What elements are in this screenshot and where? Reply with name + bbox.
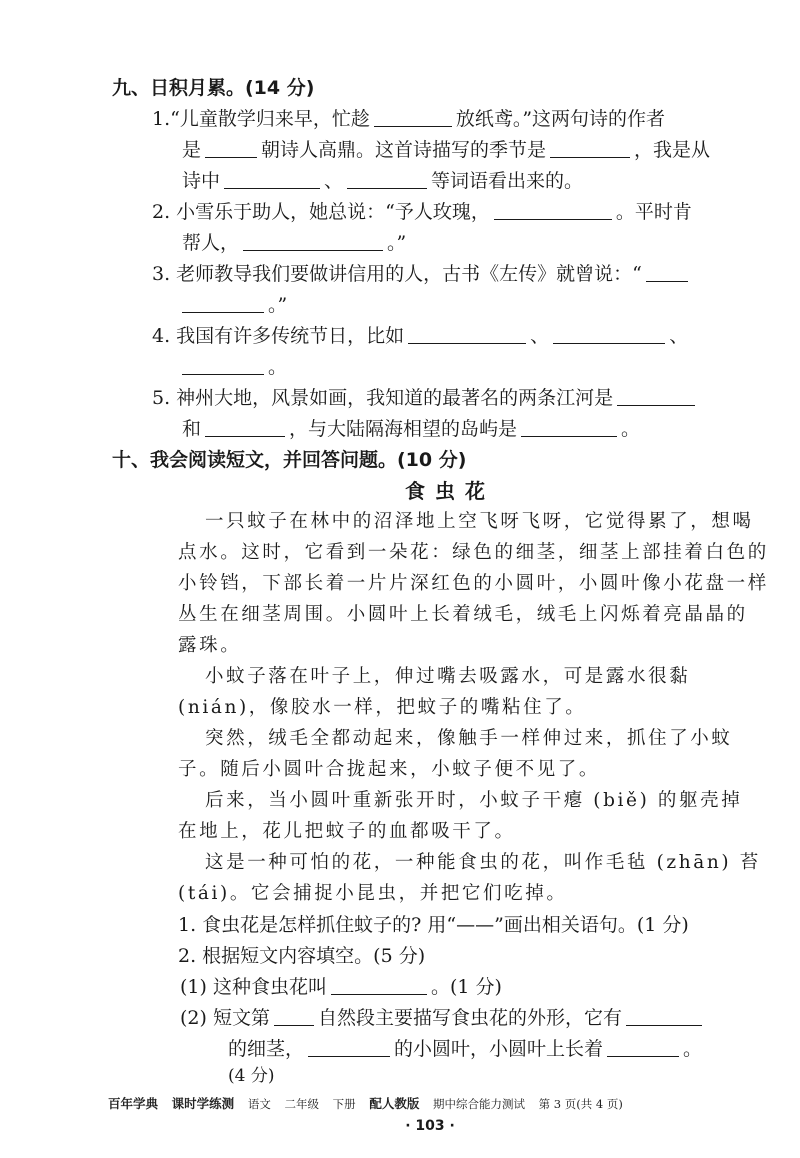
story-line: 子。随后小圆叶合拢起来，小蚊子便不见了。 — [178, 759, 601, 780]
q4-text-d: 。 — [268, 356, 288, 378]
footer-edition: 配人教版 — [369, 1096, 420, 1111]
answer-blank[interactable] — [646, 261, 688, 282]
q2-text-c: 帮人， — [182, 232, 240, 254]
answer-blank[interactable] — [553, 323, 665, 344]
answer-blank[interactable] — [274, 1005, 314, 1026]
q3-text-a: 3. 老师教导我们要做讲信用的人，古书《左传》就曾说：“ — [152, 263, 642, 285]
question-2-line-2 — [182, 229, 406, 257]
reading-question-1: 1. 食虫花是怎样抓住蚊子的? 用“——”画出相关语句。(1 分) — [178, 914, 689, 936]
q4-text-b: 、 — [530, 325, 550, 347]
question-3-line-2 — [182, 291, 287, 319]
story-line: 这是一种可怕的花，一种能食虫的花，叫作毛毡 (zhān) 苔 — [205, 852, 761, 873]
answer-blank[interactable] — [205, 137, 257, 158]
rq2-s1-text-a: (1) 这种食虫花叫 — [180, 976, 327, 998]
answer-blank[interactable] — [626, 1005, 702, 1026]
q1-text-c: 是 — [182, 139, 202, 161]
question-3-line-1 — [152, 260, 692, 288]
question-1-line-2 — [182, 136, 710, 164]
q5-text-b: 和 — [182, 418, 202, 440]
footer-brand: 百年学典 — [108, 1096, 159, 1111]
answer-blank[interactable] — [205, 416, 285, 437]
q1-text-f: 诗中 — [182, 170, 221, 192]
section-10-title: 十、我会阅读短文，并回答问题。(10 分) — [112, 449, 467, 471]
question-5-line-2 — [182, 415, 640, 443]
rq2-s1-text-b: 。(1 分) — [430, 976, 502, 998]
answer-blank[interactable] — [617, 385, 695, 406]
story-line: 丛生在细茎周围。小圆叶上长着绒毛，绒毛上闪烁着亮晶晶的 — [178, 604, 748, 625]
answer-blank[interactable] — [182, 354, 264, 375]
answer-blank[interactable] — [494, 199, 612, 220]
q2-text-d: 。” — [387, 232, 407, 254]
rq2-s2-text-e: 。 — [683, 1038, 703, 1060]
answer-blank[interactable] — [550, 137, 630, 158]
story-title: 食虫花 — [405, 479, 495, 503]
q5-text-d: 。 — [621, 418, 641, 440]
footer-series: 课时学练测 — [171, 1096, 235, 1111]
question-1-line-1 — [152, 105, 665, 133]
rq2-s2-text-c: 的细茎， — [228, 1038, 305, 1060]
footer-grade: 二年级 — [284, 1097, 319, 1111]
story-line: 突然，绒毛全都动起来，像触手一样伸过来，抓住了小蚊 — [205, 728, 733, 749]
answer-blank[interactable] — [347, 168, 427, 189]
answer-blank[interactable] — [607, 1036, 679, 1057]
footer-volume: 下册 — [332, 1097, 356, 1111]
q5-text-c: ，与大陆隔海相望的岛屿是 — [289, 418, 518, 440]
story-line: 小铃铛，下部长着一片片深红色的小圆叶，小圆叶像小花盘一样 — [178, 573, 769, 594]
q2-text-a: 2. 小雪乐于助人，她总说：“予人玫瑰， — [152, 201, 490, 223]
q1-text-a: 1.“儿童散学归来早，忙趁 — [152, 108, 370, 130]
q1-text-d: 朝诗人高鼎。这首诗描写的季节是 — [261, 139, 547, 161]
q1-text-h: 等词语看出来的。 — [431, 170, 584, 192]
q1-text-e: ，我是从 — [634, 139, 711, 161]
question-2-line-1 — [152, 198, 692, 226]
story-line: 点水。这时，它看到一朵花：绿色的细茎，细茎上部挂着白色的 — [178, 542, 769, 563]
story-line: 小蚊子落在叶子上，伸过嘴去吸露水，可是露水很黏 — [205, 666, 691, 687]
reading-question-2-sub-1 — [180, 973, 502, 1001]
question-4-line-1 — [152, 322, 688, 350]
page-footer — [108, 1094, 633, 1112]
story-line: 在地上，花儿把蚊子的血都吸干了。 — [178, 821, 516, 842]
reading-question-2-sub-2-line-1 — [180, 1004, 706, 1032]
q3-text-b: 。” — [268, 294, 288, 316]
story-line: (tái)。它会捕捉小昆虫，并把它们吃掉。 — [178, 883, 568, 904]
story-line: 露珠。 — [178, 635, 242, 656]
story-line: 后来，当小圆叶重新张开时，小蚊子干瘪 (biě) 的躯壳掉 — [205, 790, 743, 811]
question-4-line-2 — [182, 353, 287, 381]
answer-blank[interactable] — [408, 323, 526, 344]
answer-blank[interactable] — [308, 1036, 390, 1057]
question-1-line-3 — [182, 167, 583, 195]
page-number: · 103 · — [405, 1118, 455, 1134]
reading-question-2-sub-2-line-3: (4 分) — [228, 1066, 275, 1086]
footer-page-info: 第 3 页(共 4 页) — [538, 1097, 623, 1111]
answer-blank[interactable] — [182, 292, 264, 313]
q1-text-b: 放纸鸢。”这两句诗的作者 — [455, 108, 666, 130]
story-line: 一只蚊子在林中的沼泽地上空飞呀飞呀，它觉得累了，想喝 — [205, 511, 754, 532]
q4-text-a: 4. 我国有许多传统节日，比如 — [152, 325, 405, 347]
q5-text-a: 5. 神州大地，风景如画，我知道的最著名的两条江河是 — [152, 387, 614, 409]
answer-blank[interactable] — [243, 230, 383, 251]
answer-blank[interactable] — [521, 416, 617, 437]
answer-blank[interactable] — [374, 106, 452, 127]
rq2-s2-text-d: 的小圆叶，小圆叶上长着 — [394, 1038, 604, 1060]
q4-text-c: 、 — [669, 325, 689, 347]
section-9-title: 九、日积月累。(14 分) — [112, 77, 315, 99]
q1-text-g: 、 — [324, 170, 344, 192]
answer-blank[interactable] — [331, 974, 427, 995]
footer-subject: 语文 — [247, 1097, 271, 1111]
answer-blank[interactable] — [224, 168, 320, 189]
rq2-s2-text-a: (2) 短文第 — [180, 1007, 270, 1029]
q2-text-b: 。平时肯 — [615, 201, 692, 223]
reading-question-2: 2. 根据短文内容填空。(5 分) — [178, 945, 426, 967]
footer-test: 期中综合能力测试 — [432, 1097, 525, 1111]
question-5-line-1 — [152, 384, 699, 412]
reading-question-2-sub-2-line-2 — [228, 1035, 702, 1063]
story-line: (nián)，像胶水一样，把蚊子的嘴粘住了。 — [178, 697, 587, 718]
rq2-s2-text-b: 自然段主要描写食虫花的外形，它有 — [317, 1007, 622, 1029]
